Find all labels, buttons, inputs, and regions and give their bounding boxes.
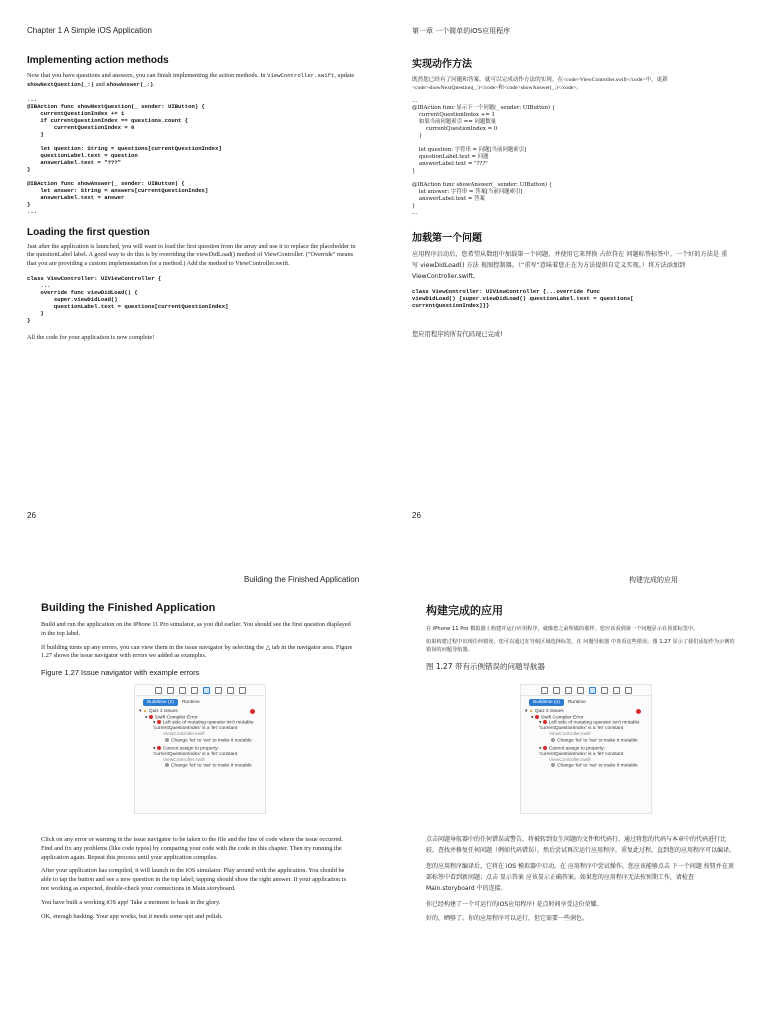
- issue-navigator-figure: [134, 684, 266, 814]
- page-number: 26: [27, 511, 36, 520]
- issue-file-label: ViewController.swift: [163, 731, 205, 737]
- issue-group-row[interactable]: ▾ ▲ Quiz 2 issues: [525, 709, 647, 715]
- issue-navigator-figure: [520, 684, 652, 814]
- figure-caption: 图 1.27 带有示例错误的问题导航器: [426, 662, 545, 671]
- tab-buildtime[interactable]: Buildtime (2): [143, 699, 178, 706]
- paragraph: If building turns up any errors, you can view them in the issue navigator by selecting the △ tab in the navigator area. Figure 1.27 shows the issue navigator with errors we added as examples.: [41, 643, 353, 660]
- issue-row[interactable]: ▾ Cannot assign to property: 'currentQuestionIndex' is a 'let' constant: [539, 746, 624, 758]
- navigator-toolbar: [135, 685, 265, 696]
- paragraph: 如果构建过程中出现任何错误，您可以通过在导航区域选择标签，在 问题导航器 中查看这些错误。图 1.27 显示了我们添加作为示例的错误的问题导航器。: [426, 639, 735, 653]
- page-top-left: [0, 0, 384, 540]
- fixit-row[interactable]: Change 'let' to 'var' to make it mutable: [139, 738, 261, 744]
- paragraph: Just after the application is launched, you will want to load the first question from the array and use it to replace the placeholder in the questionLabel label. A good way to do this is by overriding the viewDidLoad() method of ViewController. ("Override" means that you are providing a custom implementation for a method.) Add the method to ViewController.swift.: [27, 242, 356, 268]
- paragraph: 点击问题导航器中的任何错误或警告，将被转到发生问题的文件和代码行。通过将您的代码与本章中的代码进行比较，查找并修复任何问题（例如代码错误）。然后尝试再次运行应用程序。重复此过程，直到您的应用程序可以编译。: [426, 836, 736, 854]
- section-title: 构建完成的应用: [426, 604, 503, 617]
- navigator-toolbar: [521, 685, 651, 696]
- issue-category-row[interactable]: ▾ Swift Compiler Error: [145, 714, 198, 720]
- paragraph: Build and run the application on the iPhone 11 Pro simulator, as you did earlier. You should see the first question displayed in the top label.: [41, 621, 351, 637]
- paragraph: 既然您已经有了问题和答案，就可以完成动作方法的实现。在<code>ViewController.swift</code>中，更新<code>showNextQuestion(_:)</code>和<code>showAnswer(_:)</code>。: [412, 77, 668, 91]
- running-header: 第一章 一个简单的iOS应用程序: [412, 27, 511, 35]
- running-header: 构建完成的应用: [629, 576, 678, 584]
- issue-file-label: ViewController.swift: [549, 757, 591, 763]
- code-block: ... @IBAction func 显示下一个问题(_ sender: UIButton) { currentQuestionIndex += 1 如果当前问题索引 == 问题数量 currentQuestionIndex = 0 } let question: 字符串 = 问题[当前问题索引] questionLabel.text = 问题 answerLabel.text = "???" } @IBAction func showAnswer(_ sender: UIButton) { let answer: 字符串 = 答案[当前问题索引] answerLabel.text = 答案 } ...: [412, 98, 556, 216]
- paragraph: OK, enough basking. Your app works, but it needs some spit and polish.: [41, 912, 223, 920]
- issue-row[interactable]: ▾ Left side of mutating operator isn't mutable: 'currentQuestionIndex' is a 'let' constant: [539, 720, 641, 732]
- fixit-row[interactable]: Change 'let' to 'var' to make it mutable: [525, 763, 647, 769]
- paragraph: Click on any error or warning in the issue navigator to be taken to the file and the line of code where the issue occurred. Find and fix any problems (like code typos) by comparing your code with the code in this chapter. Then try running the application again. Repeat this process until your application compiles.: [41, 836, 343, 861]
- section-title: 实现动作方法: [412, 59, 472, 70]
- issue-row[interactable]: ▾ Left side of mutating operator isn't mutable: 'currentQuestionIndex' is a 'let' constant: [153, 720, 255, 732]
- section-title: Building the Finished Application: [41, 602, 216, 614]
- code-block: class ViewController: UIViewController {...override func viewDidLoad() {super.viewDidLoad() questionLabel.text = questions[ currentQuestionIndex]}}: [412, 288, 634, 309]
- issue-file-label: ViewController.swift: [549, 731, 591, 737]
- page-bottom-right: [384, 560, 768, 1024]
- fixit-row[interactable]: Change 'let' to 'var' to make it mutable: [139, 763, 261, 769]
- paragraph: 您的应用程序编译后，它将在 iOS 模拟器中启动。在 应用程序中尝试操作。您应该能够点击 下一个问题 按钮并在顶部标签中看到新问题；点击 显示答案 应该显示正确答案。如果您的应用程序无法按预期工作，请检查 Main.storyboard 中的连接。: [426, 863, 734, 892]
- tab-runtime[interactable]: Runtime: [567, 700, 586, 705]
- issue-file-label: ViewController.swift: [163, 757, 205, 763]
- issue-category-row[interactable]: ▾ Swift Compiler Error: [531, 714, 584, 720]
- paragraph: After your application has compiled, it will launch in the iOS simulator. Play around with the application. You should be able to tap the button and see a new question in the top label; tapping should show the right answer. If your application is not working as expected, double-check your connections in Main.storyboard.: [41, 867, 346, 892]
- paragraph: Now that you have questions and answers, you can finish implementing the action methods. In ViewController.swift, update showNextQuestion(_:) and showAnswer(_:).: [27, 72, 355, 88]
- paragraph: You have built a working iOS app! Take a moment to bask in the glory.: [41, 898, 221, 906]
- paragraph: 应用程序启动后，您希望从数组中加载第一个问题，并使用它来替换 占位符在 问题标签标签中。一个好的方法是 重写 viewDidLoad() 方法 视图控制器。（“重写”意味着您正在为方法提供自定义实现。）将方法添加到 ViewController.swift。: [412, 251, 728, 280]
- paragraph: All the code for your application is now complete!: [27, 333, 155, 341]
- fixit-row[interactable]: Change 'let' to 'var' to make it mutable: [525, 738, 647, 744]
- code-block: ... @IBAction func showNextQuestion(_ sender: UIButton) { currentQuestionIndex += 1 if currentQuestionIndex == questions.count { currentQuestionIndex = 0 } let question: String = questions[currentQuestionIndex] questionLabel.text = question answerLabel.text = "???" } @IBAction func showAnswer(_ sender: UIButton) { let answer: String = answers[currentQuestionIndex] answerLabel.text = answer } ...: [27, 95, 222, 215]
- code-block: class ViewController: UIViewController { ... override func viewDidLoad() { super.viewDidLoad() questionLabel.text = questions[currentQuestionIndex] } }: [27, 274, 229, 324]
- section-title: 加载第一个问题: [412, 233, 482, 244]
- page-bottom-left: [0, 560, 384, 1024]
- tab-runtime[interactable]: Runtime: [181, 700, 200, 705]
- issue-row[interactable]: ▾ Cannot assign to property: 'currentQuestionIndex' is a 'let' constant: [153, 746, 238, 758]
- running-header: Building the Finished Application: [244, 575, 360, 584]
- section-title: Implementing action methods: [27, 55, 169, 66]
- tab-buildtime[interactable]: Buildtime (2): [529, 699, 564, 706]
- page-top-right: [384, 0, 768, 540]
- paragraph: 您应用程序的所有代码现已完成!: [412, 331, 503, 338]
- running-header: Chapter 1 A Simple iOS Application: [27, 26, 152, 35]
- paragraph: 你已经构建了一个可运行的iOS应用程序! 花点时间享受这份荣耀。: [426, 901, 603, 908]
- figure-caption: Figure 1.27 Issue navigator with example errors: [41, 668, 200, 678]
- page-number: 26: [412, 511, 421, 520]
- section-title: Loading the first question: [27, 226, 150, 238]
- paragraph: 在 iPhone 11 Pro 模拟器上构建并运行应用程序，就像您之前所做的那样。您应该看到第一个问题显示在顶部标签中。: [426, 626, 699, 632]
- paragraph: 好的，晒够了。你的应用程序可以运行，但它需要一些润色。: [426, 915, 589, 922]
- issue-group-row[interactable]: ▾ ▲ Quiz 2 issues: [139, 709, 261, 715]
